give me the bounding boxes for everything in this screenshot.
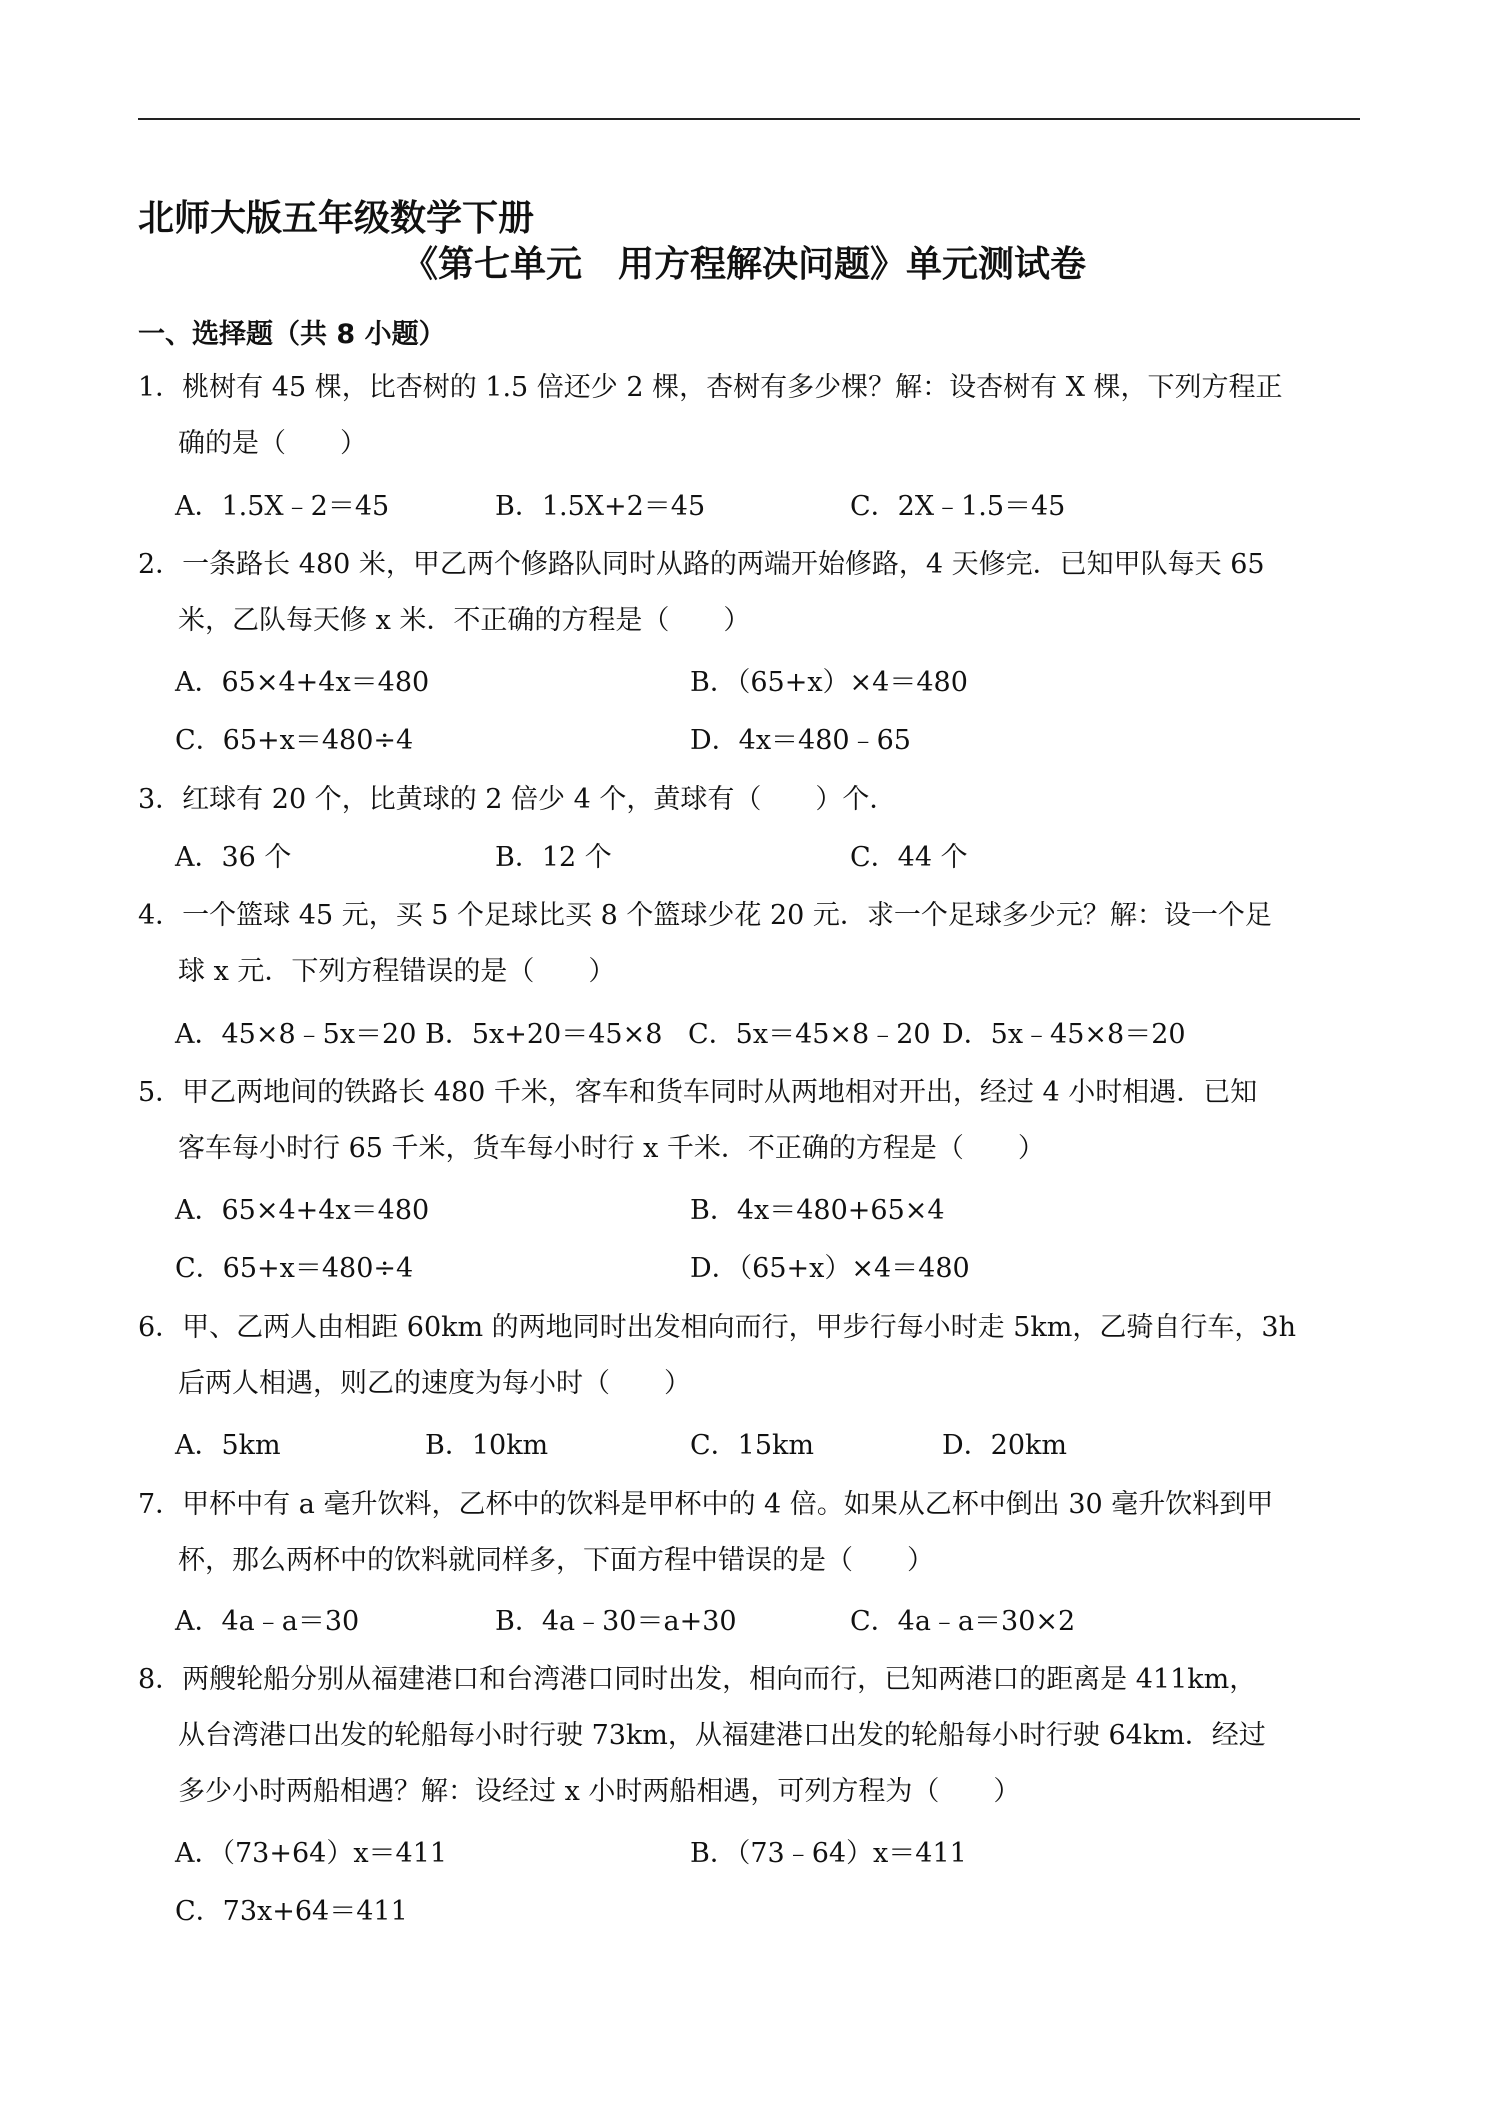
top-rule [138,118,1360,120]
question-5-option-a: A．65×4+4x＝480 [175,1195,430,1226]
question-7-stem-cont: 杯，那么两杯中的饮料就同样多，下面方程中错误的是（ ） [178,1545,934,1576]
question-8-option-b: B．（73﹣64）x＝411 [690,1838,967,1869]
question-1-stem: 1．桃树有 45 棵，比杏树的 1.5 倍还少 2 棵，杏树有多少棵？解：设杏树有 X 棵，下列方程正 [138,372,1283,403]
question-4-option-c: C．5x＝45×8﹣20 [688,1019,931,1050]
question-6-option-c: C．15km [690,1430,814,1461]
question-5-option-c: C．65+x＝480÷4 [175,1253,414,1284]
question-2-option-b: B．（65+x）×4＝480 [690,667,968,698]
question-1-option-c: C．2X﹣1.5＝45 [850,491,1066,522]
question-6-stem-cont: 后两人相遇，则乙的速度为每小时（ ） [178,1368,691,1399]
question-6-option-d: D．20km [942,1430,1067,1461]
question-3-option-b: B．12 个 [495,842,612,873]
question-7-stem: 7．甲杯中有 a 毫升饮料，乙杯中的饮料是甲杯中的 4 倍。如果从乙杯中倒出 30 毫升饮料到甲 [138,1489,1274,1520]
question-5-option-b: B．4x＝480+65×4 [690,1195,945,1226]
question-4-stem-cont: 球 x 元．下列方程错误的是（ ） [178,956,616,987]
question-1-option-a: A．1.5X﹣2＝45 [175,491,390,522]
question-1-option-b: B．1.5X+2＝45 [495,491,706,522]
section-heading: 一、选择题（共 8 小题） [138,319,446,350]
question-4-option-a: A．45×8﹣5x＝20 [175,1019,417,1050]
question-4-stem: 4．一个篮球 45 元，买 5 个足球比买 8 个篮球少花 20 元．求一个足球多少元？解：设一个足 [138,900,1272,931]
question-3-option-a: A．36 个 [175,842,292,873]
question-7-option-b: B．4a﹣30＝a+30 [495,1606,737,1637]
question-6-option-a: A．5km [175,1430,281,1461]
question-8-stem: 8．两艘轮船分别从福建港口和台湾港口同时出发，相向而行，已知两港口的距离是 411km， [138,1664,1257,1695]
question-2-option-d: D．4x＝480﹣65 [690,725,911,756]
question-8-stem-cont: 从台湾港口出发的轮船每小时行驶 73km，从福建港口出发的轮船每小时行驶 64km．经过 [178,1720,1266,1751]
question-4-option-d: D．5x﹣45×8＝20 [942,1019,1186,1050]
question-2-stem-cont: 米，乙队每天修 x 米．不正确的方程是（ ） [178,605,751,636]
question-2-option-c: C．65+x＝480÷4 [175,725,414,756]
doc-title-line1: 北师大版五年级数学下册 [138,198,535,239]
question-6-option-b: B．10km [425,1430,549,1461]
question-1-stem-cont: 确的是（ ） [178,428,367,459]
question-5-stem: 5．甲乙两地间的铁路长 480 千米，客车和货车同时从两地相对开出，经过 4 小时相遇．已知 [138,1077,1258,1108]
question-5-option-d: D．（65+x）×4＝480 [690,1253,970,1284]
question-5-stem-cont: 客车每小时行 65 千米，货车每小时行 x 千米．不正确的方程是（ ） [178,1133,1045,1164]
question-3-option-c: C．44 个 [850,842,968,873]
question-8-option-a: A．（73+64）x＝411 [175,1838,448,1869]
question-8-stem-cont2: 多少小时两船相遇？解：设经过 x 小时两船相遇，可列方程为（ ） [178,1776,1021,1807]
question-6-stem: 6．甲、乙两人由相距 60km 的两地同时出发相向而行，甲步行每小时走 5km，乙骑自行车，3h [138,1312,1296,1343]
doc-title-line2: 《第七单元 用方程解决问题》单元测试卷 [401,244,1086,285]
question-3-stem: 3．红球有 20 个，比黄球的 2 倍少 4 个，黄球有（ ）个． [138,784,897,815]
question-8-option-c: C．73x+64＝411 [175,1896,408,1927]
question-2-stem: 2．一条路长 480 米，甲乙两个修路队同时从路的两端开始修路，4 天修完．已知甲队每天 65 [138,549,1265,580]
question-7-option-a: A．4a﹣a＝30 [175,1606,360,1637]
question-7-option-c: C．4a﹣a＝30×2 [850,1606,1076,1637]
question-2-option-a: A．65×4+4x＝480 [175,667,430,698]
question-4-option-b: B．5x+20＝45×8 [425,1019,663,1050]
